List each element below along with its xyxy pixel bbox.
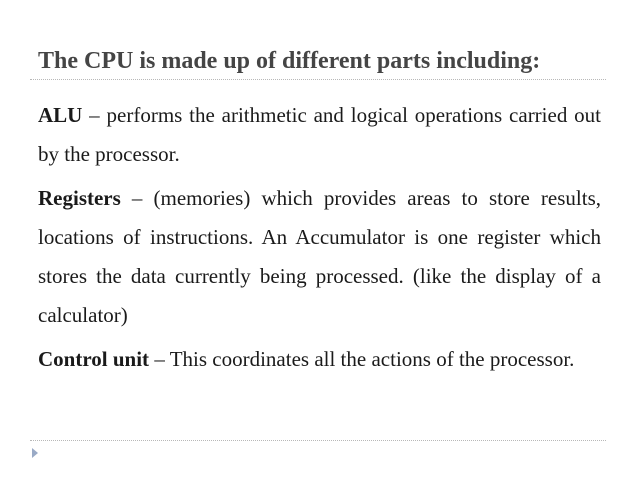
separator-control-unit: –	[149, 347, 170, 371]
term-control-unit: Control unit	[38, 347, 150, 371]
separator-alu: –	[82, 103, 107, 127]
term-registers: Registers	[38, 186, 121, 210]
list-item-registers	[38, 179, 601, 335]
title-divider	[30, 79, 606, 80]
description-alu: performs the arithmetic and logical operations carried out by the processor.	[38, 103, 601, 166]
slide-body	[38, 96, 601, 379]
footer-divider	[30, 440, 606, 441]
slide-title: The CPU is made up of different parts including:	[38, 48, 541, 74]
description-registers: (memories) which provides areas to store results, locations of instructions. An Accumulator is one register which stores the data currently being processed. (like the display of a calculator)	[38, 186, 601, 327]
triangle-bullet-icon	[32, 448, 38, 458]
description-control-unit: This coordinates all the actions of the processor.	[169, 347, 575, 371]
term-alu: ALU	[38, 103, 83, 127]
separator-registers: –	[120, 186, 154, 210]
list-item-control-unit	[38, 340, 601, 379]
list-item-alu	[38, 96, 601, 174]
